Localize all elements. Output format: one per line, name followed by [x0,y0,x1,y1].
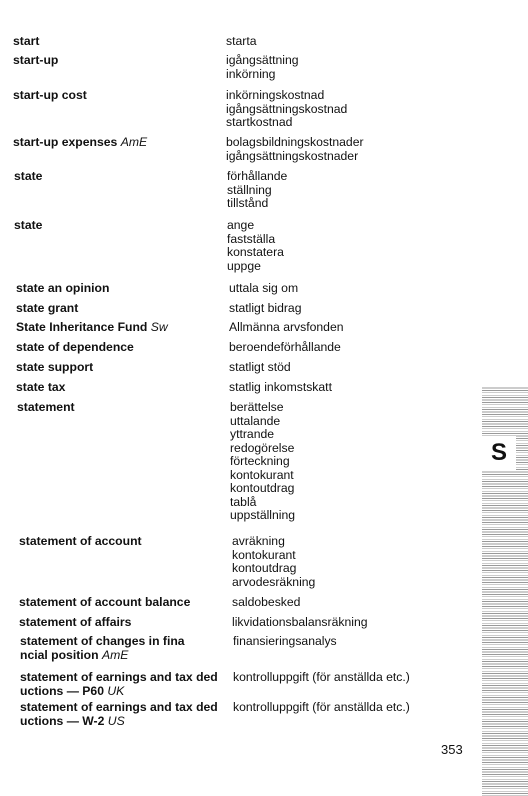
entry-term: statement of affairs [19,615,132,629]
translation-line: kontoutdrag [230,481,295,495]
translation-line: uttalande [230,413,281,428]
entry-translations [226,54,486,81]
entry-translations [229,282,489,296]
entry-term: start-up cost [13,88,87,102]
entry-term: state support [16,360,94,374]
entry-translations [229,321,489,335]
translation-line: finansieringsanalys [233,634,337,648]
entry-translations [227,170,487,211]
entry-qualifier: AmE [101,647,129,662]
translation-line: uppge [227,258,261,273]
entry-term: start [13,34,40,48]
entry-term: state of dependence [16,340,134,354]
translation-line: ställning [227,182,272,197]
entry-term: state an opinion [16,281,110,295]
translation-line: igångsättningskostnad [226,101,348,116]
entry-term: start-up expenses AmE [13,135,148,149]
entry-term: statement [17,400,75,414]
entry-qualifier: UK [107,683,125,698]
entry-translations [229,381,489,395]
entry-term: state [14,169,43,183]
entry-translations [226,35,486,49]
translation-line: bolagsbildningskostnader [226,135,364,149]
translation-line: förteckning [230,454,290,468]
entry-qualifier: Sw [150,320,168,334]
entry-translations [233,671,493,685]
entry-term: state grant [16,301,79,315]
translation-line: kontokurant [232,547,296,562]
entry-term: state tax [16,380,66,394]
translation-line: uppställning [230,508,296,522]
entry-term: state [14,218,43,232]
translation-line: kontrolluppgift (för anställda etc.) [233,700,410,714]
entry-term: State Inheritance Fund Sw [16,320,168,334]
translation-line: avräkning [232,534,285,548]
entry-translations [229,361,489,375]
translation-line: kontokurant [230,467,294,482]
translation-line: förhållande [227,169,288,183]
entry-translations [232,535,492,589]
translation-line: likvidationsbalansräkning [232,615,368,629]
entry-translations [226,136,486,163]
translation-line: tillstånd [227,196,269,210]
entry-translations [229,341,489,355]
entry-term: statement of account balance [19,595,191,609]
translation-line: ange [227,218,255,232]
entry-translations [233,635,493,649]
entry-qualifier: US [107,713,125,728]
translation-line: kontrolluppgift (för anställda etc.) [233,670,410,684]
translation-line: kontoutdrag [232,561,297,575]
translation-line: statlig inkomstskatt [229,380,332,394]
translation-line: tablå [230,494,257,509]
entry-term: statement of changes in fina ncial position AmE [20,634,185,662]
translation-line: inkörningskostnad [226,88,325,102]
entry-translations [227,219,487,273]
thumb-index-letter: S [482,436,516,470]
entry-translations [226,89,486,130]
translation-line: starta [226,34,257,48]
entry-translations [233,701,493,715]
entry-term: statement of earnings and tax ded uctions — P60 UK [20,670,218,698]
thumb-index-tab [482,386,528,796]
entry-translations [232,616,492,630]
entry-qualifier: AmE [120,135,148,149]
translation-line: arvodesräkning [232,574,316,589]
entry-translations [230,401,490,523]
entry-translations [232,596,492,610]
entry-term: start-up [13,53,59,67]
translation-line: statligt stöd [229,360,291,374]
translation-line: beroendeförhållande [229,340,341,354]
translation-line: inkörning [226,66,276,81]
entry-term: statement of earnings and tax ded uctions — W-2 US [20,700,218,728]
translation-line: Allmänna arvsfonden [229,320,344,334]
translation-line: uttala sig om [229,281,299,295]
translation-line: fastställa [227,231,276,246]
page-number: 353 [441,742,463,757]
translation-line: igångsättningskostnader [226,148,359,163]
entry-term: statement of account [19,534,142,548]
translation-line: redogörelse [230,440,295,455]
translation-line: statligt bidrag [229,301,302,315]
translation-line: startkostnad [226,115,293,129]
translation-line: saldobesked [232,595,301,609]
translation-line: yttrande [230,427,275,441]
translation-line: igångsättning [226,53,299,67]
entry-translations [229,302,489,316]
translation-line: konstatera [227,245,284,259]
translation-line: berättelse [230,400,284,414]
